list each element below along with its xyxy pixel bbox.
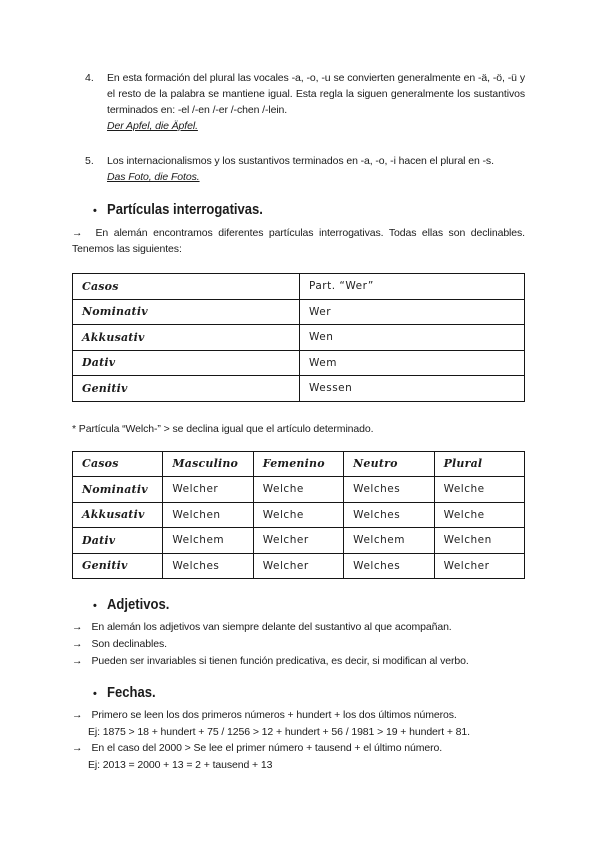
value-cell: Welche	[434, 477, 524, 503]
fechas-point-text: Primero se leen los dos primeros números + hundert + los dos últimos números.	[91, 709, 457, 721]
case-cell: Nominativ	[73, 477, 163, 503]
value-cell: Welcher	[434, 553, 524, 579]
header-cell-part-wer: Part. “Wer”	[300, 274, 525, 300]
section-heading-adjetivos	[93, 596, 525, 614]
value-cell: Welchen	[163, 502, 253, 528]
section-heading-fechas	[93, 684, 525, 702]
case-cell: Dativ	[73, 350, 300, 376]
case-cell: Nominativ	[73, 299, 300, 325]
value-cell: Welchen	[434, 528, 524, 554]
arrow-icon: →	[72, 227, 83, 239]
table-header-row	[73, 451, 525, 477]
heading-text-adjetivos: Adjetivos.	[107, 597, 170, 613]
value-cell: Welcher	[253, 528, 343, 554]
fechas-point	[72, 740, 525, 757]
value-cell: Welche	[253, 477, 343, 503]
header-cell-femenino: Femenino	[253, 451, 343, 477]
adjetivos-point-text: Son declinables.	[91, 638, 167, 650]
adjetivos-point	[72, 653, 525, 670]
value-cell: Wer	[300, 299, 525, 325]
table-row	[73, 528, 525, 554]
table-row	[73, 553, 525, 579]
welch-declension-table	[72, 451, 525, 580]
value-cell: Welches	[344, 502, 434, 528]
welch-note: * Partícula “Welch-” > se declina igual que el artículo determinado.	[72, 422, 374, 435]
wer-declension-table	[72, 273, 525, 402]
section-heading-interrogativas	[93, 201, 525, 219]
arrow-icon: →	[72, 742, 83, 754]
value-cell: Welches	[344, 553, 434, 579]
fechas-example: Ej: 1875 > 18 + hundert + 75 / 1256 > 12 + hundert + 56 / 1981 > 19 + hundert + 81.	[88, 725, 470, 738]
arrow-icon: →	[72, 621, 83, 633]
list-item-4	[72, 70, 525, 134]
interrogativas-intro	[72, 225, 525, 257]
adjetivos-point-text: Pueden ser invariables si tienen función predicativa, es decir, si modifican al verbo.	[91, 655, 469, 667]
case-cell: Akkusativ	[73, 325, 300, 351]
value-cell: Welche	[253, 502, 343, 528]
list-item-5	[72, 153, 525, 185]
arrow-icon: →	[72, 655, 83, 667]
bullet-icon: •	[93, 688, 97, 700]
value-cell: Wen	[300, 325, 525, 351]
header-cell-casos: Casos	[73, 274, 300, 300]
table-row	[73, 325, 525, 351]
value-cell: Welches	[344, 477, 434, 503]
header-cell-neutro: Neutro	[344, 451, 434, 477]
adjetivos-point	[72, 636, 525, 653]
header-cell-masculino: Masculino	[163, 451, 253, 477]
value-cell: Welchem	[344, 528, 434, 554]
table-row	[73, 376, 525, 402]
table-row	[73, 477, 525, 503]
item-4-number: 4.	[85, 72, 94, 84]
table-row	[73, 350, 525, 376]
value-cell: Wem	[300, 350, 525, 376]
value-cell: Welches	[163, 553, 253, 579]
item-4-body	[107, 70, 525, 134]
case-cell: Genitiv	[73, 553, 163, 579]
item-4-example: Der Apfel, die Äpfel.	[107, 120, 198, 132]
item-5-body	[107, 153, 525, 185]
adjetivos-points	[72, 619, 525, 670]
table-row	[73, 502, 525, 528]
case-cell: Akkusativ	[73, 502, 163, 528]
value-cell: Welchem	[163, 528, 253, 554]
heading-text-fechas: Fechas.	[107, 685, 156, 701]
adjetivos-point	[72, 619, 525, 636]
arrow-icon: →	[72, 709, 83, 721]
value-cell: Welche	[434, 502, 524, 528]
adjetivos-point-text: En alemán los adjetivos van siempre delante del sustantivo al que acompañan.	[91, 621, 452, 633]
bullet-icon: •	[93, 205, 97, 217]
item-5-example: Das Foto, die Fotos.	[107, 171, 200, 183]
interrogativas-intro-text: En alemán encontramos diferentes partículas interrogativas. Todas ellas son declinables. Tenemos las siguientes:	[72, 227, 525, 255]
item-5-text: Los internacionalismos y los sustantivos terminados en -a, -o, -i hacen el plural en -s.	[107, 155, 494, 167]
case-cell: Dativ	[73, 528, 163, 554]
item-5-number: 5.	[85, 155, 94, 167]
table-header-row	[73, 274, 525, 300]
header-cell-casos: Casos	[73, 451, 163, 477]
heading-text-interrogativas: Partículas interrogativas.	[107, 202, 263, 218]
table-row	[73, 299, 525, 325]
bullet-icon: •	[93, 600, 97, 612]
case-cell: Genitiv	[73, 376, 300, 402]
fechas-example: Ej: 2013 = 2000 + 13 = 2 + tausend + 13	[88, 758, 273, 771]
item-4-text: En esta formación del plural las vocales -a, -o, -u se convierten generalmente en -ä, -ö, -ü y el resto de la palabra se mantiene igual. Esta regla la siguen generalmente los sustantivos terminados en: -el /-en /-er /-chen /-lein.	[107, 72, 525, 116]
value-cell: Welcher	[163, 477, 253, 503]
header-cell-plural: Plural	[434, 451, 524, 477]
fechas-point-text: En el caso del 2000 > Se lee el primer número + tausend + el último número.	[91, 742, 443, 754]
fechas-lines	[72, 707, 525, 773]
fechas-point	[72, 707, 525, 724]
value-cell: Wessen	[300, 376, 525, 402]
arrow-icon: →	[72, 638, 83, 650]
value-cell: Welcher	[253, 553, 343, 579]
